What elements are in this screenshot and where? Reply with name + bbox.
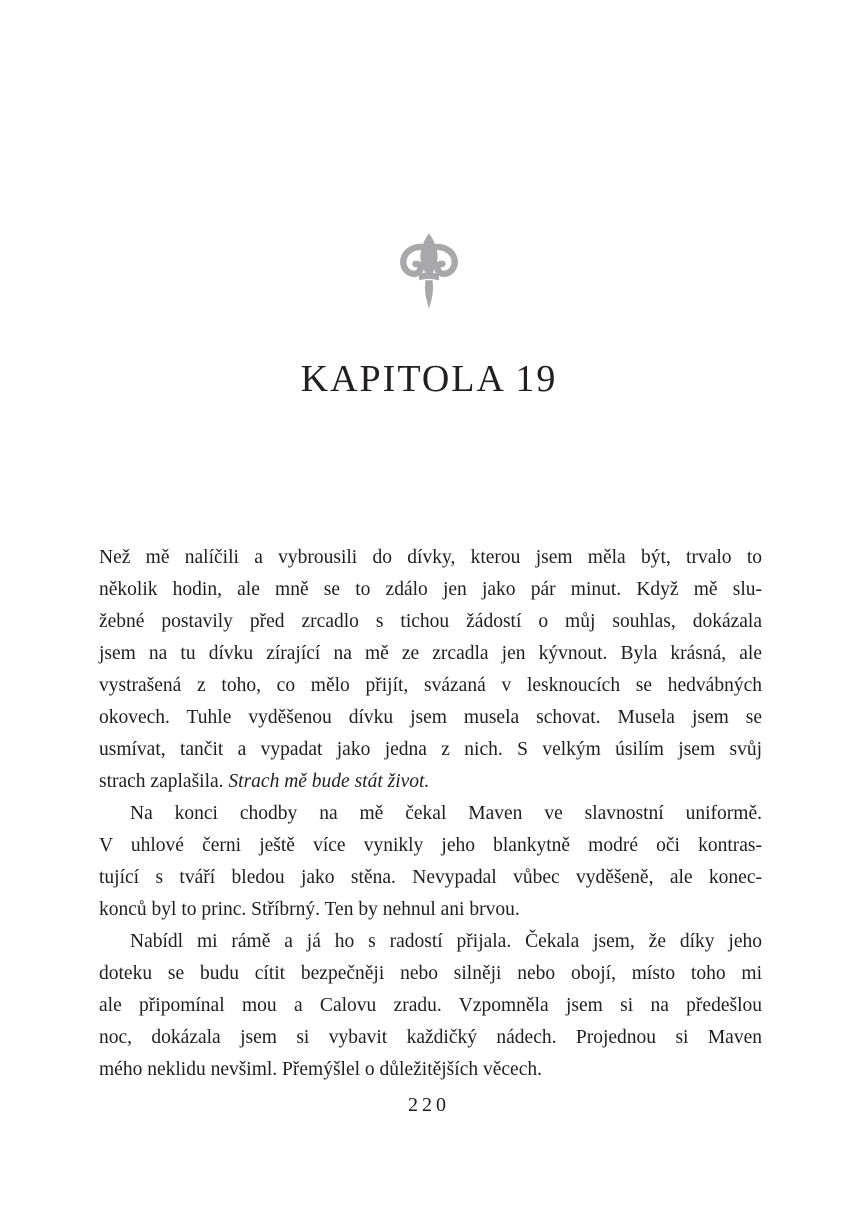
- text-segment: V uhlové černi ještě více vynikly jeho blankytně modré oči kontras-: [99, 835, 762, 856]
- text-segment: strach zaplašila.: [99, 771, 229, 792]
- text-line: [99, 798, 762, 830]
- text-segment: Než mě nalíčili a vybrousili do dívky, kterou jsem měla být, trvalo to: [99, 547, 762, 568]
- text-line: [99, 606, 762, 638]
- fleur-de-lis-icon: [397, 228, 461, 319]
- text-line: [99, 766, 762, 798]
- text-line: [99, 830, 762, 862]
- text-segment: doteku se budu cítit bezpečněji nebo silněji nebo obojí, místo toho mi: [99, 963, 762, 984]
- text-line: [99, 990, 762, 1022]
- text-segment: několik hodin, ale mně se to zdálo jen jako pár minut. Když mě slu-: [99, 579, 762, 600]
- text-segment: vystrašená z toho, co mělo přijít, svázaná v lesknoucích se hedvábných: [99, 675, 762, 696]
- text-line: [99, 670, 762, 702]
- text-line: [99, 734, 762, 766]
- text-line: [99, 638, 762, 670]
- body-text: [99, 542, 762, 1086]
- text-segment: okovech. Tuhle vyděšenou dívku jsem musela schovat. Musela jsem se: [99, 707, 762, 728]
- italic-text: Strach mě bude stát život.: [228, 771, 430, 792]
- text-segment: noc, dokázala jsem si vybavit každičký nádech. Projednou si Maven: [99, 1027, 762, 1048]
- text-segment: mého neklidu nevšiml. Přemýšlel o důležitějších věcech.: [99, 1059, 542, 1080]
- text-segment: tující s tváří bledou jako stěna. Nevypadal vůbec vyděšeně, ale konec-: [99, 867, 762, 888]
- text-line: [99, 1022, 762, 1054]
- text-segment: Na konci chodby na mě čekal Maven ve slavnostní uniformě.: [130, 803, 762, 824]
- page-number: 220: [408, 1094, 450, 1116]
- text-line: [99, 926, 762, 958]
- chapter-title: KAPITOLA 19: [300, 358, 558, 401]
- text-line: [99, 1054, 762, 1086]
- text-segment: ale připomínal mou a Calovu zradu. Vzpomněla jsem si na předešlou: [99, 995, 762, 1016]
- text-segment: konců byl to princ. Stříbrný. Ten by nehnul ani brvou.: [99, 899, 520, 920]
- text-line: [99, 958, 762, 990]
- text-line: [99, 894, 762, 926]
- chapter-ornament: [0, 228, 858, 319]
- paragraph: [99, 542, 762, 798]
- text-line: [99, 574, 762, 606]
- text-line: [99, 702, 762, 734]
- text-segment: usmívat, tančit a vypadat jako jedna z nich. S velkým úsilím jsem svůj: [99, 739, 762, 760]
- paragraph: [99, 926, 762, 1086]
- text-segment: jsem na tu dívku zírající na mě ze zrcadla jen kývnout. Byla krásná, ale: [99, 643, 762, 664]
- text-segment: žebné postavily před zrcadlo s tichou žádostí o můj souhlas, dokázala: [99, 611, 762, 632]
- paragraph: [99, 798, 762, 926]
- text-line: [99, 862, 762, 894]
- text-segment: Nabídl mi rámě a já ho s radostí přijala. Čekala jsem, že díky jeho: [130, 931, 762, 952]
- text-line: [99, 542, 762, 574]
